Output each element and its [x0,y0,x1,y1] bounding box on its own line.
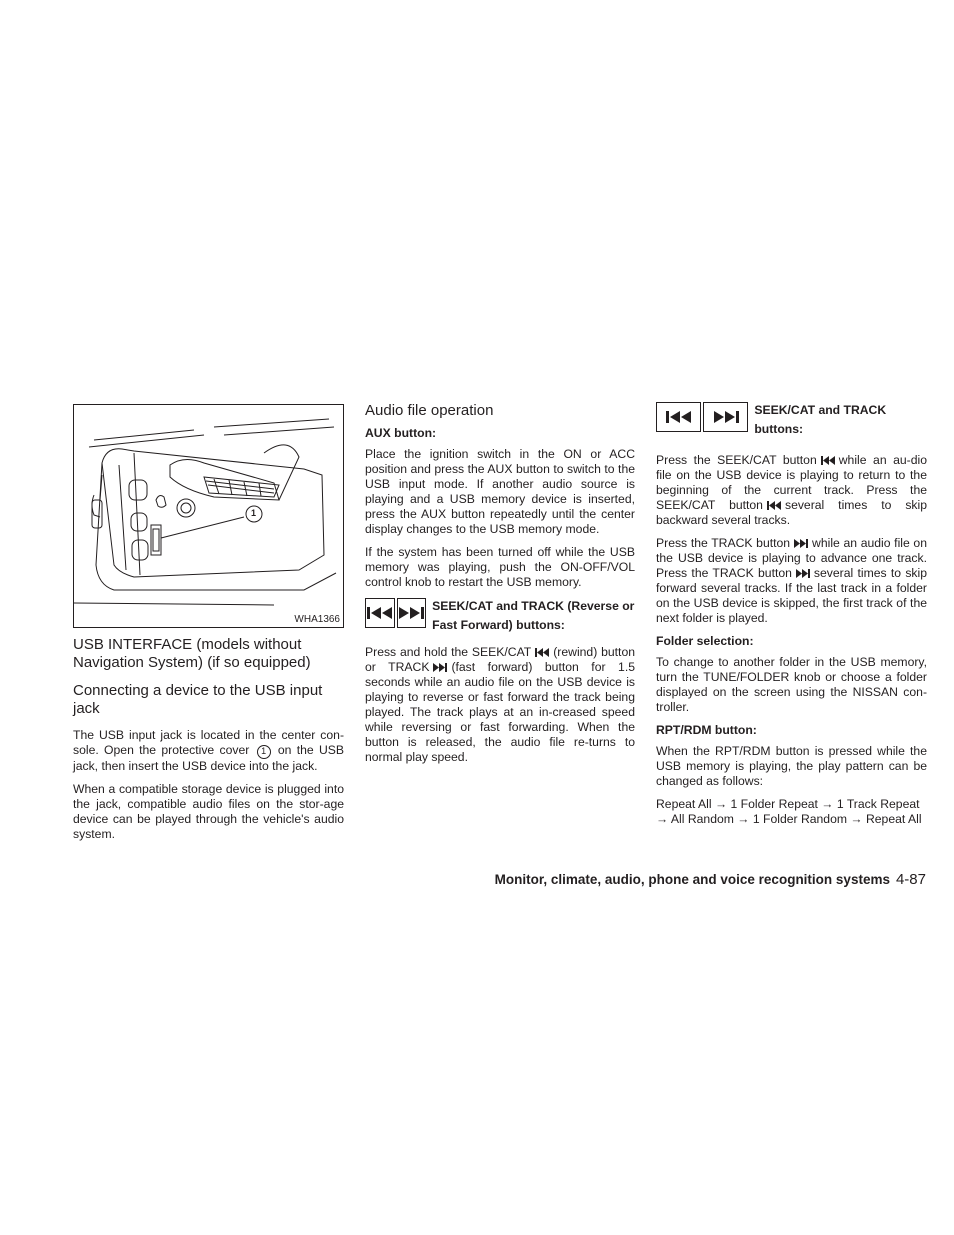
repeat-sequence: Repeat All → 1 Folder Repeat → 1 Track Repeat → All Random → 1 Folder Random → Repeat All [656,797,922,826]
figure-label: WHA1366 [294,614,340,625]
console-drawing-icon [74,405,343,627]
skip-back-icon [535,648,549,657]
seek-track-hold-paragraph [365,645,635,765]
rpt-rdm-button-title: RPT/RDM button: [656,723,757,737]
seek-rewind-button-graphic [656,402,701,432]
folder-selection-title: Folder selection: [656,634,754,648]
folder-selection-paragraph: To change to another folder in the USB memory, turn the TUNE/FOLDER knob or choose a folder displayed on the screen using the NISSAN con-troller. [656,655,927,714]
skip-forward-icon [398,607,424,619]
page-number: 4-87 [895,871,926,888]
paragraph-text: while an audio file on the USB device is playing to advance one track. Press the TRACK button [656,536,927,580]
column-middle [365,402,635,773]
skip-forward-icon [796,569,810,578]
track-forward-button-graphic [397,598,427,628]
figure-callout-number: 1 [251,508,257,518]
seek-track-buttons-label: SEEK/CAT and TRACK buttons: [754,403,887,436]
track-paragraph [656,536,927,626]
storage-device-paragraph: When a compatible storage device is plugged into the jack, compatible audio files on the stor-age device can be played through the vehicle's audio system. [73,781,344,841]
seek-track-button-row [365,598,635,635]
paragraph-text: while an au-dio file on the USB device is playing to return to the beginning of the current track. Press the SEEK/CAT button [656,453,928,512]
audio-file-operation-heading: Audio file operation [365,402,494,419]
callout-number-icon: 1 [257,745,271,759]
column-right [656,402,927,835]
paragraph-text: several times to skip backward several tracks. [656,498,927,527]
track-forward-button-graphic [703,402,748,432]
connecting-device-heading: Connecting a device to the USB input jack [73,682,323,717]
paragraph-text: Press and hold the SEEK/CAT [365,645,532,659]
aux-button-title: AUX button: [365,426,437,440]
skip-back-icon [767,501,781,510]
seek-rewind-button-graphic [365,598,395,628]
seek-track-button-row [656,402,927,439]
usb-jack-location-paragraph [73,728,344,774]
skip-forward-icon [433,663,447,672]
skip-back-icon [666,411,692,423]
skip-forward-icon [794,539,808,548]
paragraph-text: several times to skip forward several tracks. If the last track in a folder on the USB device is skipped, the first track of the next folder is played. [656,566,927,625]
paragraph-text: (rewind) button or TRACK [365,645,636,674]
paragraph-text: The USB input jack is located in the center con-sole. Open the protective cover [73,728,344,757]
paragraph-text: Press the SEEK/CAT button [656,453,817,467]
aux-paragraph-2: If the system has been turned off while the USB memory was playing, push the ON-OFF/VOL control knob to restart the USB memory. [365,545,635,589]
seek-cat-paragraph [656,453,927,528]
usb-jack-illustration [73,404,344,628]
paragraph-text: on the USB jack, then insert the USB device into the jack. [73,743,345,773]
page-footer [495,871,926,888]
aux-paragraph-1: Place the ignition switch in the ON or ACC position and press the AUX button to switch to the USB input mode. If another audio source is playing and a USB memory device is inserted, press the AUX button repeatedly until the center display changes to the USB memory mode. [365,447,635,536]
skip-back-icon [821,456,835,465]
skip-forward-icon [713,411,739,423]
rpt-rdm-paragraph: When the RPT/RDM button is pressed while the USB memory is playing, the play pattern can be changed as follows: [656,744,927,788]
usb-interface-heading: USB INTERFACE (models without Navigation System) (if so equipped) [73,636,311,671]
skip-back-icon [367,607,393,619]
column-left [73,402,344,850]
paragraph-text: (fast forward) button for 1.5 seconds while an audio file on the USB device is playing to reverse or fast forward the track being played. The track plays at an in-creased speed while reversing or fast forwarding. When the button is released, the audio file re-turns to normal play speed. [365,660,635,764]
seek-track-reverse-ff-label: SEEK/CAT and TRACK (Reverse or Fast Forward) buttons: [432,599,635,632]
footer-section-title: Monitor, climate, audio, phone and voice recognition systems [494,872,890,887]
paragraph-text: Press the TRACK button [656,536,791,550]
